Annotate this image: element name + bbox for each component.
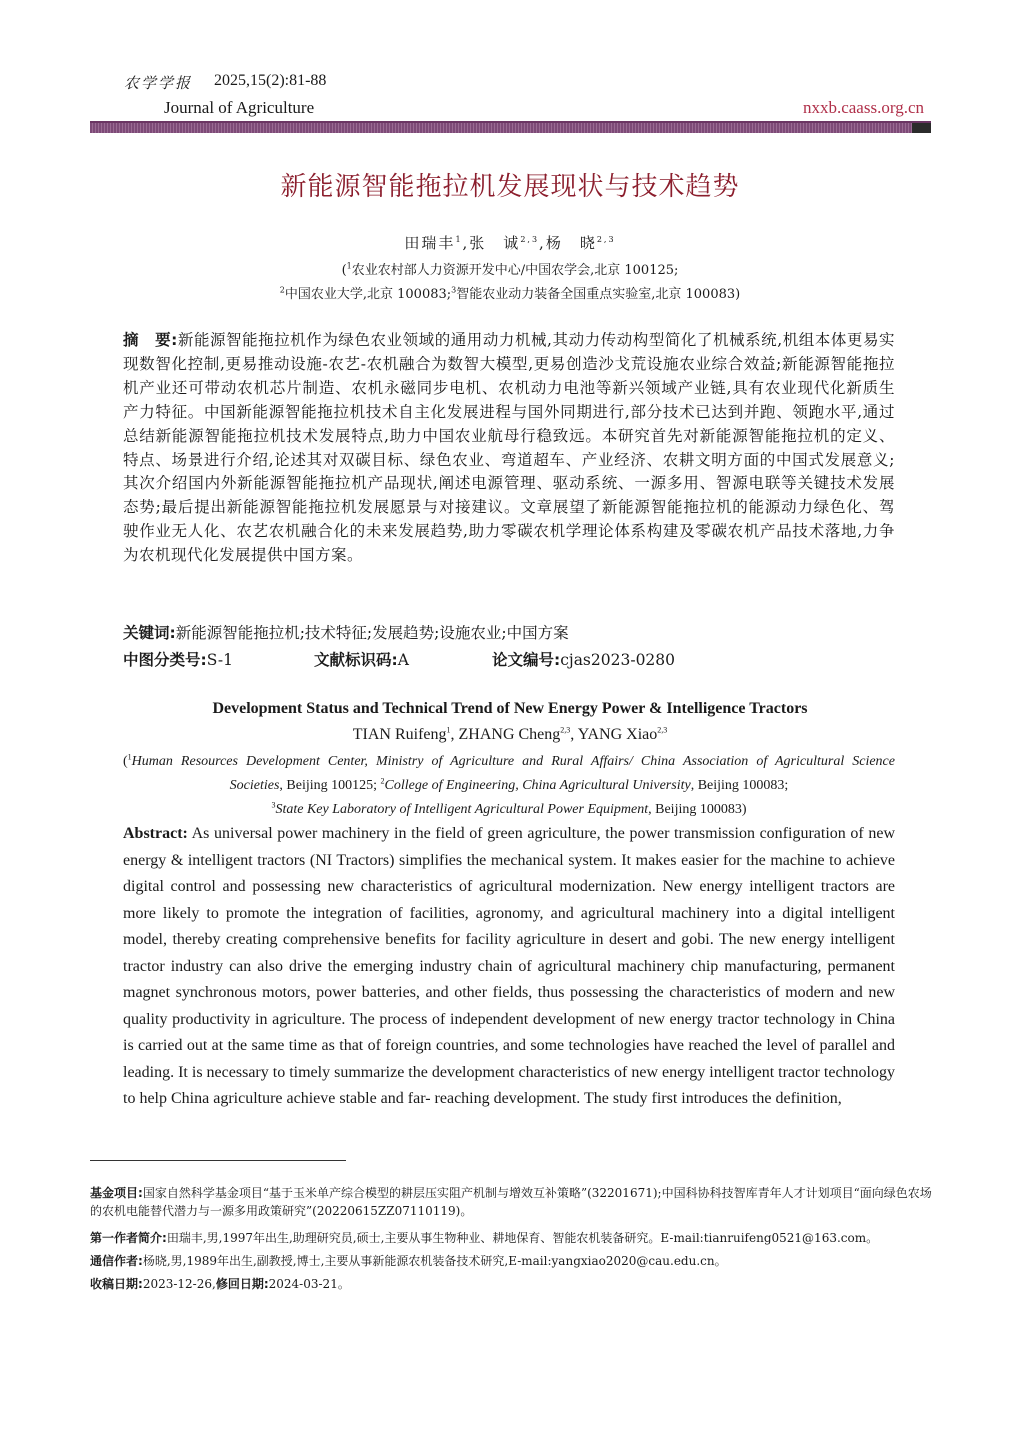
abstract-en-label: Abstract: (123, 825, 188, 842)
header-rule (90, 123, 931, 133)
footnote-label: 基金项目: (90, 1186, 143, 1200)
footnote-text: 田瑞丰,男,1997年出生,助理研究员,硕士,主要从事生物种业、耕地保育、智能农机装备研究。E-mail:tianruifeng0521@163.com。 (166, 1231, 879, 1245)
footnote-text: 国家自然科学基金项目“基于玉米单产综合模型的耕层压实阻产机制与增效互补策略”(32201671);中国科协科技智库青年人才计划项目“面向绿色农场的农机电能替代潜力与一源多用政策研究”(20220615ZZ07110119)。 (90, 1186, 932, 1218)
author-sup: 1 (455, 235, 463, 244)
author-sup: 2,3 (596, 235, 616, 244)
author-sup: 2,3 (657, 725, 668, 735)
journal-name-cn: 农学学报 (124, 74, 193, 92)
header-rule-end (912, 123, 931, 133)
author-name: , ZHANG Cheng (450, 726, 561, 743)
paper-title-en: Development Status and Technical Trend of New Energy Power & Intelligence Tractors (212, 700, 808, 717)
footnote-text: 2023-12-26, (142, 1277, 216, 1291)
footnote-label: 修回日期: (215, 1277, 269, 1291)
journal-url[interactable]: nxxb.caass.org.cn (802, 98, 924, 117)
affiliation-sup: 2 (380, 776, 385, 786)
authors-en (0, 726, 1020, 744)
paper-title-cn: 新能源智能拖拉机发展现状与技术趋势 (280, 172, 740, 202)
affiliation-paren: ( (341, 263, 347, 278)
footnote-text: 2024-03-21。 (268, 1277, 350, 1291)
authors-cn (0, 232, 1020, 253)
affiliation-text: 农业农村部人力资源开发中心/中国农学会,北京 100125; (351, 263, 679, 278)
affiliation-sup: 3 (451, 285, 457, 295)
affiliation-en-line1 (123, 750, 895, 774)
affiliation-text: , Beijing 100125; (279, 778, 381, 793)
author-sup: 2,3 (560, 725, 571, 735)
author-name: TIAN Ruifeng (352, 726, 447, 743)
abstract-cn (123, 329, 895, 568)
clc-value: S-1 (206, 651, 233, 669)
affiliation-text: 智能农业动力装备全国重点实验室,北京 100083) (456, 287, 741, 302)
keywords-text: 新能源智能拖拉机;技术特征;发展趋势;设施农业;中国方案 (175, 624, 569, 642)
footnote-dates (90, 1275, 932, 1293)
author-sup: 1 (446, 725, 451, 735)
affiliation-en-line3 (123, 798, 895, 822)
footnote-fund (90, 1184, 932, 1220)
abstract-cn-text: 新能源智能拖拉机作为绿色农业领域的通用动力机械,其动力传动构型简化了机械系统,机组本体更易实现数智化控制,更易推动设施-农艺-农机融合为数智大模型,更易创造沙戈荒设施农业综合效益;新能源智能拖拉机产业还可带动农机芯片制造、农机永磁同步电机、农机动力电池等新兴领域产业链,具有农业现代化新质生产力特征。中国新能源智能拖拉机技术自主化发展进程与国外同期进行,部分技术已达到并跑、领跑水平,通过总结新能源智能拖拉机技术发展特点,助力中国农业航母行稳致远。本研究首先对新能源智能拖拉机的定义、特点、场景进行介绍,论述其对双碳目标、绿色农业、弯道超车、产业经济、农耕文明方面的中国式发展意义;其次介绍国内外新能源智能拖拉机产品现状,阐述电源管理、驱动系统、一源多用、智源电联等关键技术发展态势;最后提出新能源智能拖拉机发展愿景与对接建议。文章展望了新能源智能拖拉机的能源动力绿色化、驾驶作业无人化、农艺农机融合化的未来发展趋势,助力零碳农机学理论体系构建及零碳农机产品技术落地,力争为农机现代化发展提供中国方案。 (123, 331, 896, 565)
footnote-label: 通信作者: (90, 1254, 143, 1268)
abstract-en-text: As universal power machinery in the field of green agriculture, the power transmission configuration of new energy & intelligent tractors (NI Tractors) simplifies the mechanical system. It makes easier for the machine to achieve digital control and possessing new characteristics of agricultural modernization. New energy intelligent tractors are more likely to promote the integration of facilities, agronomy, and agricultural machinery into a digital intelligent model, thereby creating comprehensive benefits for facility agriculture in desert and gobi. The new energy intelligent tractor industry can also drive the emerging industry chain of agricultural machinery chip manufacturing, permanent magnet synchronous motors, power batteries, and other fields, thus possessing the characteristics of modern and new quality productivity in agriculture. The process of independent development of new energy tractor technology in China is carried out at the same time as that of foreign countries, and some technologies have reached the level of parallel and leading. It is necessary to timely summarize the development characteristics of new energy intelligent tractor technology to help China agriculture achieve stable and far- reaching development. The study first introduces the definition, (123, 825, 895, 1107)
keywords-label: 关键词: (123, 624, 176, 642)
footnote-label: 第一作者简介: (90, 1231, 167, 1245)
author-name: , YANG Xiao (570, 726, 658, 743)
affiliation-text: , Beijing 100083; (690, 778, 789, 793)
author-name: ,张 诚 (462, 234, 521, 252)
affiliation-en-line2 (123, 774, 895, 798)
keywords-cn (123, 621, 895, 643)
footnote-label: 收稿日期: (90, 1277, 143, 1291)
abstract-en (123, 821, 895, 1113)
affiliation-text: College of Engineering, China Agricultural University (384, 778, 691, 793)
paper-value: cjas2023-0280 (560, 651, 676, 669)
clc-label: 中图分类号: (123, 651, 207, 669)
footnote-text: 杨晓,男,1989年出生,副教授,博士,主要从事新能源农机装备技术研究,E-mail:yangxiao2020@cau.edu.cn。 (142, 1254, 727, 1268)
footnote-first-author (90, 1229, 932, 1247)
affiliation-text: State Key Laboratory of Intelligent Agricultural Power Equipment (275, 802, 649, 817)
affiliation-sup: 1 (346, 261, 352, 271)
footnote-corresponding (90, 1252, 932, 1270)
author-name: 田瑞丰 (404, 234, 456, 252)
footnote-rule (90, 1160, 346, 1161)
abstract-cn-label: 摘 要: (123, 331, 178, 349)
affiliation-cn-line1 (0, 259, 1020, 278)
affiliation-text: 中国农业大学,北京 100083; (284, 287, 452, 302)
doc-code (314, 648, 409, 670)
affiliation-text: Societies (229, 778, 280, 793)
doc-label: 文献标识码: (314, 651, 398, 669)
paper-label: 论文编号: (492, 651, 561, 669)
paper-number (492, 648, 675, 670)
affiliation-text: , Beijing 100083) (648, 802, 747, 817)
affiliation-sup: 2 (279, 285, 285, 295)
affiliation-text: Human Resources Development Center, Ministry of Agriculture and Rural Affairs/ China Association of Agricultural Science (131, 754, 895, 769)
author-sup: 2,3 (520, 235, 540, 244)
affiliation-paren: ( (123, 754, 128, 769)
clc-number (123, 648, 233, 670)
affiliation-sup: 3 (271, 800, 276, 810)
affiliation-cn-line2 (0, 283, 1020, 302)
journal-name-en: Journal of Agriculture (164, 98, 315, 117)
affiliation-sup: 1 (127, 752, 132, 762)
volume-info: 2025,15(2):81-88 (214, 72, 327, 89)
doc-value: A (397, 651, 409, 669)
author-name: ,杨 晓 (539, 234, 597, 252)
